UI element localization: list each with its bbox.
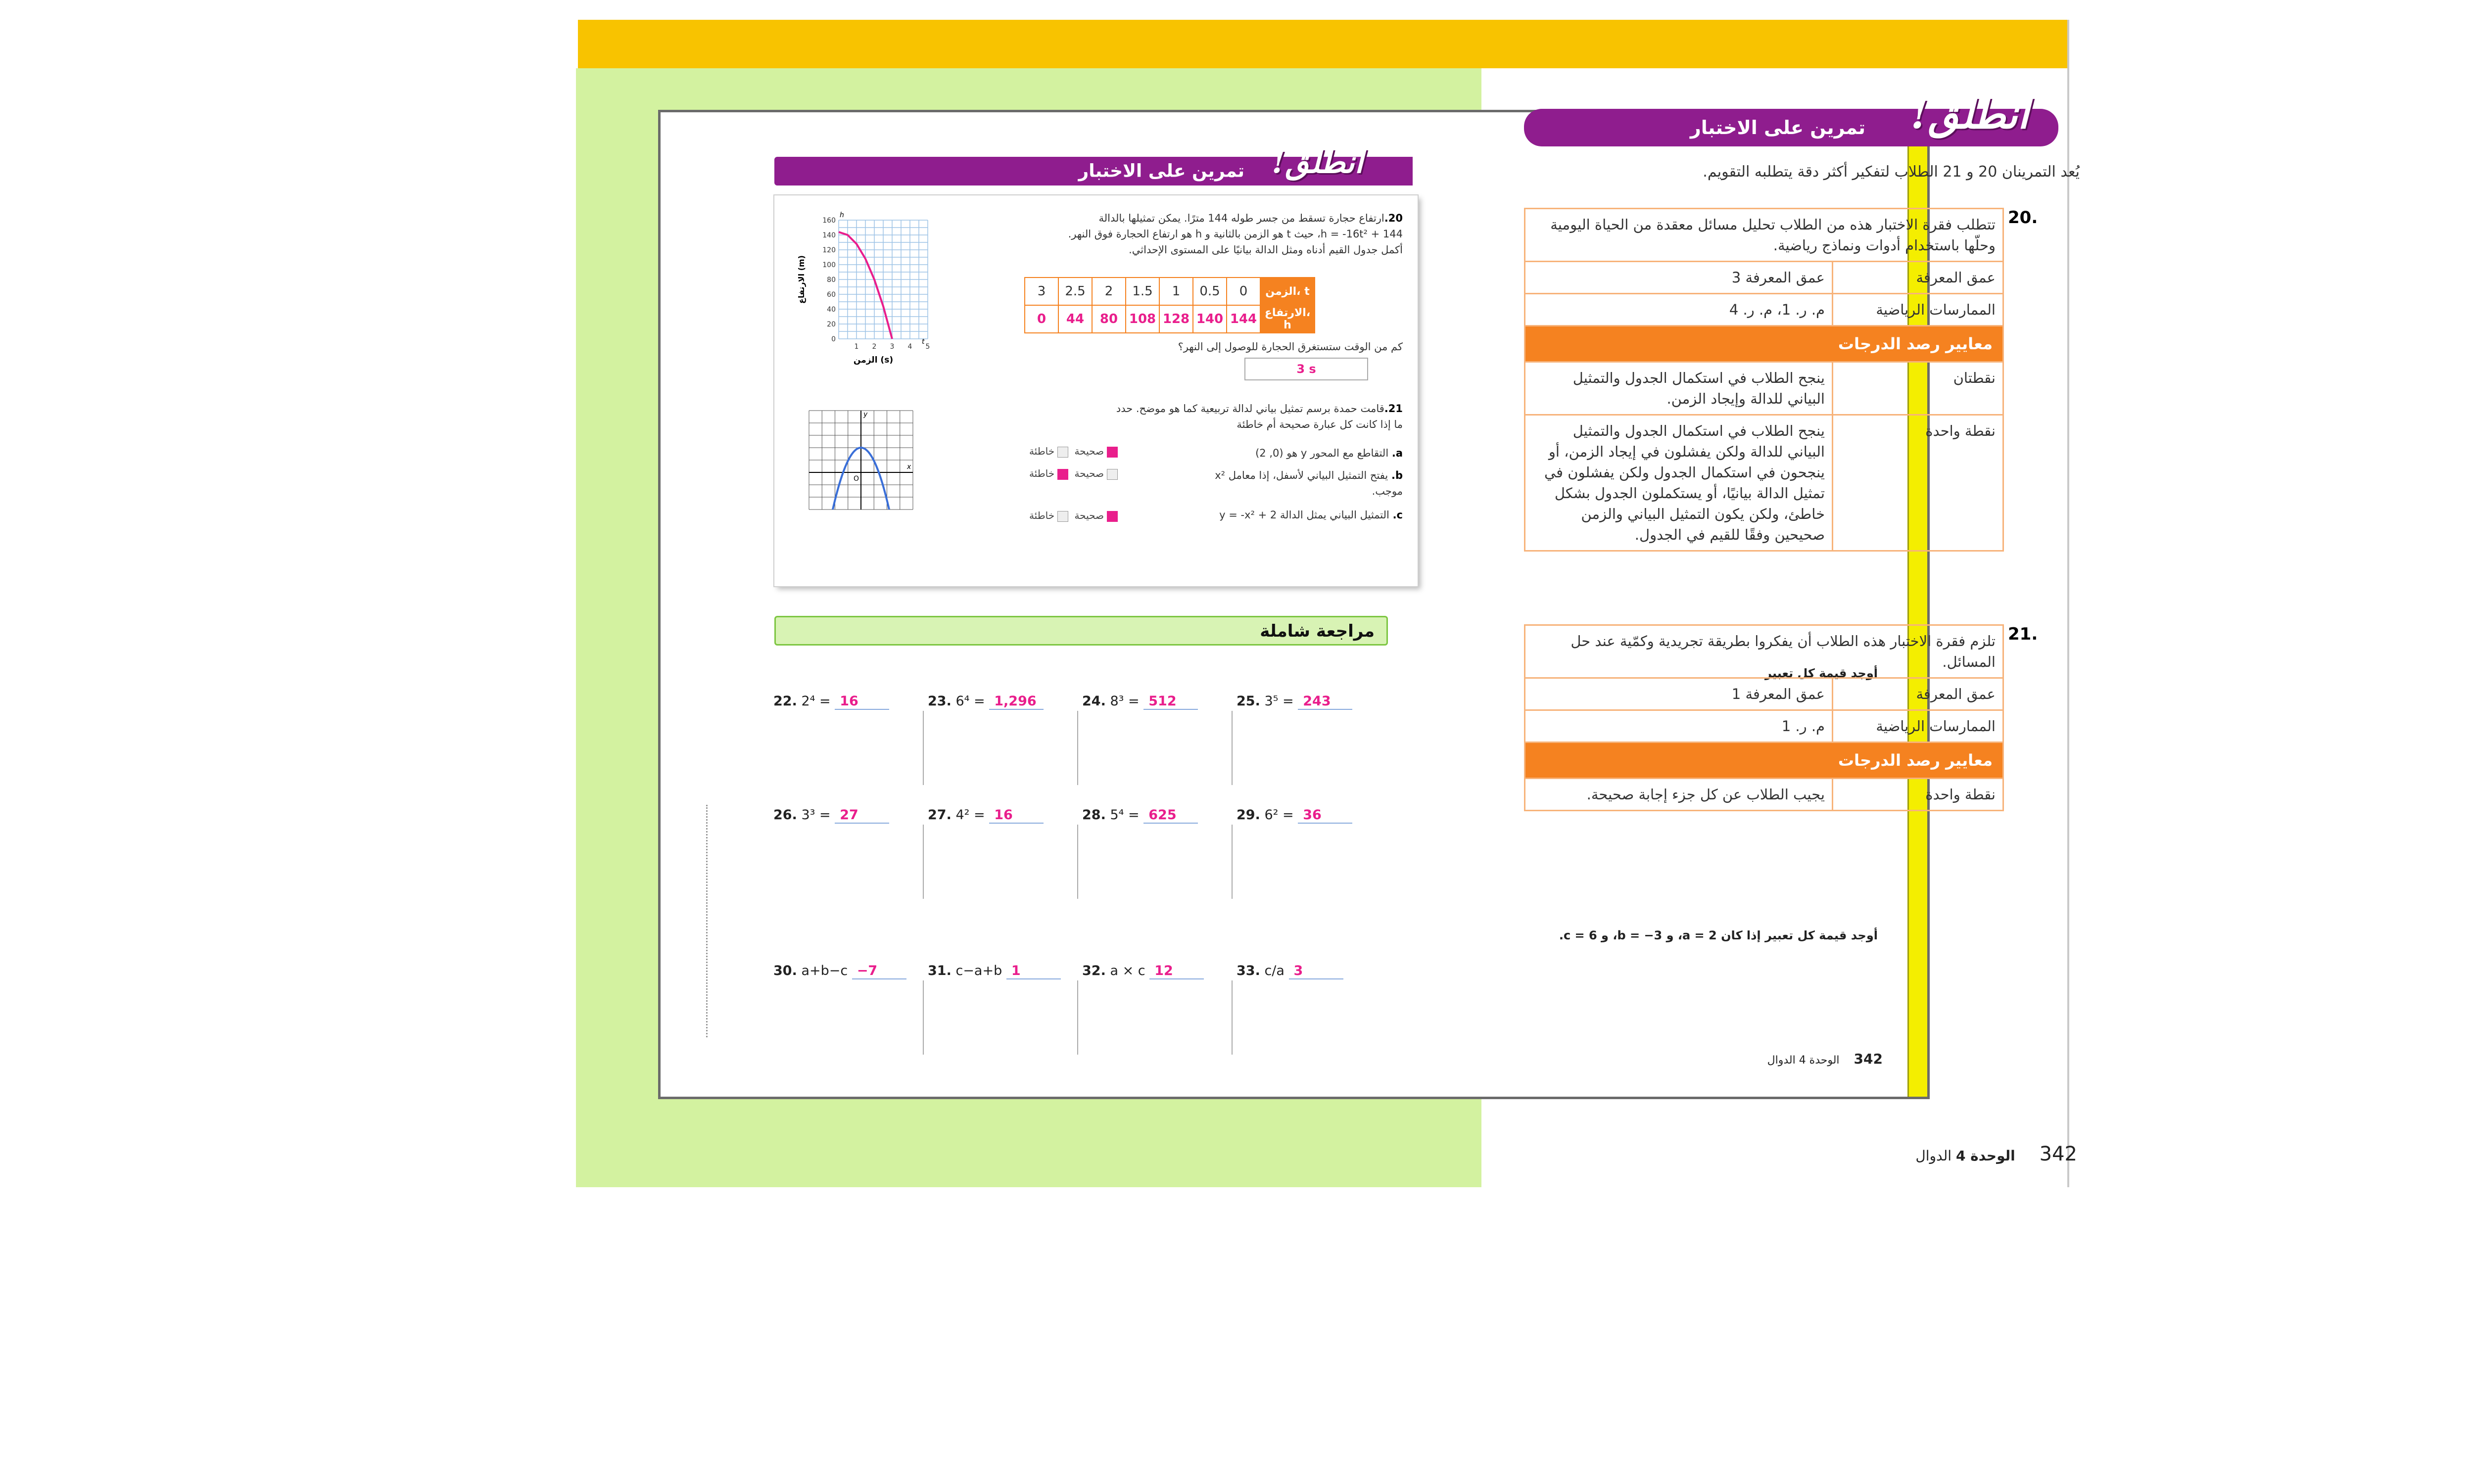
practices-label: الممارسات الرياضية (1833, 710, 2003, 742)
table-row (1525, 294, 2003, 326)
x-tick-label: 1 (854, 343, 859, 351)
brand-logo-text: انطلق! (1910, 91, 2029, 138)
q20-rubric-table (1524, 208, 2004, 552)
exercise-answer[interactable]: 1,296 (989, 694, 1044, 710)
exercise-answer[interactable]: 625 (1143, 807, 1198, 824)
exercise-number: 33. (1237, 963, 1260, 978)
dok-label: عمق المعرفة (1833, 262, 2003, 294)
q21-line-2: ما إذا كانت كل عبارة صحيحة أم خاطئة (1237, 418, 1403, 430)
y-tick-labels (822, 217, 836, 343)
q20-line-2: h = -16t² + 144، حيث t هو الزمن بالثانية و h هو ارتفاع الحجارة فوق النهر. (1068, 228, 1403, 240)
table-cell[interactable]: 144 (1227, 305, 1260, 333)
table-row (1525, 415, 2003, 551)
exercise-number: 29. (1237, 807, 1260, 823)
student-page-footer (1767, 1051, 1883, 1067)
item-letter: c. (1392, 509, 1403, 521)
unit-label: الوحدة 4 الدوال (1767, 1054, 1840, 1067)
table-cell[interactable]: 140 (1193, 305, 1227, 333)
exercise-answer[interactable]: 3 (1289, 963, 1343, 979)
exercise-number: 24. (1082, 694, 1106, 709)
teacher-page-footer (1915, 1143, 2077, 1165)
y-tick-label: 0 (831, 335, 836, 343)
q21-rubric-table (1524, 624, 2004, 811)
item-letter: b. (1391, 469, 1403, 481)
q20-description: تتطلب فقرة الاختبار هذه من الطلاب تحليل مسائل معقدة من الحياة اليومية وحلّها باستخدام أدوات ونماذج رياضية. (1525, 209, 2003, 262)
y-tick-label: 120 (822, 246, 836, 254)
exercise-expression: a × c (1110, 963, 1145, 978)
exercise-answer[interactable]: 12 (1149, 963, 1204, 979)
false-checkbox[interactable] (1057, 469, 1068, 480)
exercise-number: 22. (773, 694, 797, 709)
rubric-header: معايير رصد الدرجات (1525, 742, 2003, 779)
page-number: 342 (2039, 1143, 2077, 1165)
brand-logo-text: انطلق! (1272, 144, 1363, 180)
exercise-expression: 4² = (955, 807, 985, 823)
q20-number: 20. (2008, 208, 2038, 228)
exercise-expression: 3⁵ = (1264, 694, 1294, 709)
x-tick-label: 4 (907, 343, 912, 351)
rubric-points: نقطتان (1833, 362, 2003, 415)
q21-item-c (1195, 507, 1403, 523)
practices-label: الممارسات الرياضية (1833, 294, 2003, 326)
x-tick-label: 2 (872, 343, 877, 351)
exercise-answer[interactable]: 512 (1143, 694, 1198, 710)
exercise-26 (773, 807, 889, 824)
table-row (1525, 779, 2003, 811)
item-text: التقاطع مع المحور y هو (0, 2) (1255, 447, 1389, 459)
exercise-number: 23. (928, 694, 952, 709)
practices-value: م. ر. 1 (1525, 710, 1833, 742)
graph-grid (839, 220, 928, 339)
exercise-number: 27. (928, 807, 952, 823)
q21-item-a (1195, 445, 1403, 461)
exercise-expression: 6⁴ = (955, 694, 985, 709)
exercise-22 (773, 694, 889, 710)
q21-line-1: قامت حمدة برسم تمثيل بياني لدالة تربيعية كما هو موضح. حدد (1116, 403, 1384, 415)
column-divider (923, 825, 924, 899)
table-row (1525, 742, 2003, 779)
y-tick-label: 140 (822, 232, 836, 239)
practices-value: م. ر. 1، م. ر. 4 (1525, 294, 1833, 326)
rubric-points: نقطة واحدة (1833, 415, 2003, 551)
y-tick-label: 100 (822, 261, 836, 269)
item-text: التمثيل البياني يمثل الدالة y = -x² + 2 (1219, 509, 1389, 521)
table-cell[interactable]: 128 (1159, 305, 1193, 333)
q21-text (1027, 401, 1403, 432)
q21-options-b (992, 467, 1121, 480)
rubric-points: نقطة واحدة (1833, 779, 2003, 811)
h-axis-letter: h (840, 211, 844, 219)
x-tick-label: 3 (890, 343, 895, 351)
q21-number: 21. (2008, 624, 2038, 644)
table-cell[interactable]: 2.5 (1058, 278, 1092, 305)
height-row (1025, 305, 1315, 333)
column-divider (1232, 980, 1233, 1055)
table-row (1525, 625, 2003, 678)
exercise-25 (1237, 694, 1352, 710)
review-instruction-2: أوجد قيمة كل تعبير إذا كان a = 2، و b = −3، و c = 6. (1559, 928, 1878, 942)
exercise-expression: 2⁴ = (801, 694, 831, 709)
exercise-answer[interactable]: 27 (835, 807, 889, 824)
height-header: الارتفاع، h (1260, 305, 1315, 333)
exercise-29 (1237, 807, 1352, 824)
table-cell[interactable]: 2 (1092, 278, 1126, 305)
exercise-box (774, 195, 1418, 586)
teacher-test-practice-banner (1524, 91, 2058, 146)
y-letter: y (863, 411, 868, 418)
dok-value: عمق المعرفة 3 (1525, 262, 1833, 294)
column-divider (1232, 825, 1233, 899)
rubric-header: معايير رصد الدرجات (1525, 326, 2003, 362)
exercise-32 (1082, 963, 1204, 979)
true-label: صحيحة (1074, 445, 1104, 457)
parabola-graph (804, 406, 918, 514)
q20-line-1: ارتفاع حجارة تسقط من جسر طوله 144 مترًا. يمكن تمثيلها بالدالة (1098, 212, 1384, 224)
q21-item-b (1195, 467, 1403, 499)
unit-label: الوحدة 4 (1955, 1148, 2015, 1164)
exercise-number: 32. (1082, 963, 1106, 978)
true-checkbox[interactable] (1107, 447, 1118, 458)
exercise-expression: c/a (1264, 963, 1285, 978)
x-tick-label: 5 (925, 343, 930, 351)
rubric-description: يجيب الطلاب عن كل جزء إجابة صحيحة. (1525, 779, 1833, 811)
exercise-30 (773, 963, 906, 979)
banner-title: تمرين على الاختبار (1078, 161, 1244, 182)
y-tick-label: 20 (827, 321, 836, 328)
item-letter: a. (1391, 447, 1403, 459)
q21-options-c (992, 510, 1121, 522)
exercise-number: 28. (1082, 807, 1106, 823)
exercise-answer[interactable]: −7 (852, 963, 906, 979)
true-checkbox[interactable] (1107, 469, 1118, 480)
exercise-31 (928, 963, 1061, 979)
review-title: مراجعة شاملة (1260, 621, 1375, 641)
table-cell[interactable]: 80 (1092, 305, 1126, 333)
exercise-23 (928, 694, 1044, 710)
false-label: خاطئة (1029, 445, 1055, 457)
rubric-description: ينجح الطلاب في استكمال الجدول والتمثيل البياني للدالة وإيجاد الزمن. (1525, 362, 1833, 415)
exercise-24 (1082, 694, 1198, 710)
exercise-expression: 6² = (1264, 807, 1294, 823)
y-tick-label: 80 (827, 276, 836, 284)
exercise-answer[interactable]: 36 (1298, 807, 1352, 824)
column-divider (1077, 825, 1078, 899)
graph-x-label: الزمن (s) (853, 355, 894, 365)
column-divider (1077, 711, 1078, 785)
cumulative-review-bar (774, 616, 1388, 646)
unit-name: الدوال (1915, 1148, 1952, 1164)
x-letter: x (907, 463, 911, 471)
values-table (1024, 277, 1315, 333)
q20-question: كم من الوقت ستستغرق الحجارة للوصول إلى النهر؟ (1178, 341, 1403, 353)
table-cell[interactable]: 1.5 (1126, 278, 1159, 305)
table-row (1525, 209, 2003, 262)
exercise-expression: c−a+b (955, 963, 1002, 978)
q20-line-3: أكمل جدول القيم أدناه ومثل الدالة بيانيًا على المستوى الإحداثي. (1129, 244, 1403, 256)
table-cell[interactable]: 108 (1126, 305, 1159, 333)
q21-description: تلزم فقرة الاختبار هذه الطلاب أن يفكروا بطريقة تجريدية وكمّية عند حل المسائل. (1525, 625, 2003, 678)
exercise-number: 26. (773, 807, 797, 823)
q20-answer-field[interactable]: 3 s (1244, 358, 1368, 380)
test-practice-banner (774, 144, 1413, 186)
exercise-number: 30. (773, 963, 797, 978)
table-cell[interactable]: 1 (1159, 278, 1193, 305)
table-row (1525, 326, 2003, 362)
t-axis-letter: t (922, 338, 925, 346)
dok-label: عمق المعرفة (1833, 678, 2003, 710)
y-tick-label: 160 (822, 217, 836, 225)
exercise-33 (1237, 963, 1343, 979)
false-checkbox[interactable] (1057, 447, 1068, 458)
q21-options-a (992, 445, 1121, 458)
review-instruction-1: أوجد قيمة كل تعبير (1765, 666, 1878, 680)
q21-number: 21. (1384, 403, 1403, 415)
exercise-number: 25. (1237, 694, 1260, 709)
column-divider (923, 711, 924, 785)
exercise-expression: a+b−c (801, 963, 848, 978)
table-cell[interactable]: 3 (1025, 278, 1058, 305)
false-label: خاطئة (1029, 510, 1055, 521)
top-color-band (578, 20, 2068, 68)
banner-title: تمرين على الاختبار (1690, 117, 1865, 139)
exercise-number: 31. (928, 963, 952, 978)
exercise-answer[interactable]: 16 (989, 807, 1044, 824)
dok-value: عمق المعرفة 1 (1525, 678, 1833, 710)
true-label: صحيحة (1074, 467, 1104, 479)
column-divider (923, 980, 924, 1055)
table-cell[interactable]: 0.5 (1193, 278, 1227, 305)
true-label: صحيحة (1074, 510, 1104, 521)
exercise-answer[interactable]: 16 (835, 694, 889, 710)
exercise-expression: 5⁴ = (1110, 807, 1140, 823)
column-divider (1232, 711, 1233, 785)
table-cell[interactable]: 0 (1025, 305, 1058, 333)
rubric-description: ينجح الطلاب في استكمال الجدول والتمثيل البياني للدالة ولكن يفشلون في إيجاد الزمن، أو ينجحون في استكمال الجدول ولكن يفشلون في تمثيل الدالة بيانيًا، أو يستكملون الجدول بشكل خاطئ، ولكن يكون التمثيل البياني والزمن صحيحين وفقًا للقيم في الجدول. (1525, 415, 1833, 551)
item-text: يفتح التمثيل البياني لأسفل، إذا معامل x² موجب. (1215, 469, 1403, 497)
y-tick-label: 60 (827, 291, 836, 299)
graph-y-label: الارتفاع (m) (797, 255, 806, 304)
origin-label: O (854, 475, 859, 483)
column-divider (1077, 980, 1078, 1055)
copyright-credit-line (706, 805, 713, 1037)
exercise-answer[interactable]: 243 (1298, 694, 1352, 710)
page-number: 342 (1854, 1051, 1883, 1067)
exercise-answer[interactable]: 1 (1006, 963, 1061, 979)
time-header: الزمن، t (1260, 278, 1315, 305)
table-row (1525, 362, 2003, 415)
exercise-expression: 3³ = (801, 807, 831, 823)
false-label: خاطئة (1029, 467, 1055, 479)
page-edge-line (2067, 20, 2069, 1187)
table-cell[interactable]: 44 (1058, 305, 1092, 333)
height-time-graph (794, 205, 933, 369)
false-checkbox[interactable] (1057, 511, 1068, 522)
y-tick-label: 40 (827, 306, 836, 314)
teacher-intro: يُعد التمرينان 20 و 21 الطلاب لتفكير أكثر دقة يتطلبه التقويم. (1703, 163, 2080, 181)
exercise-expression: 8³ = (1110, 694, 1140, 709)
exercise-27 (928, 807, 1044, 824)
table-row (1525, 710, 2003, 742)
exercise-28 (1082, 807, 1198, 824)
q20-number: 20. (1384, 212, 1403, 224)
x-tick-labels (855, 343, 930, 351)
q20-text (957, 210, 1403, 258)
table-row (1525, 262, 2003, 294)
time-row (1025, 278, 1315, 305)
true-checkbox[interactable] (1107, 511, 1118, 522)
table-cell[interactable]: 0 (1227, 278, 1260, 305)
table-row (1525, 678, 2003, 710)
